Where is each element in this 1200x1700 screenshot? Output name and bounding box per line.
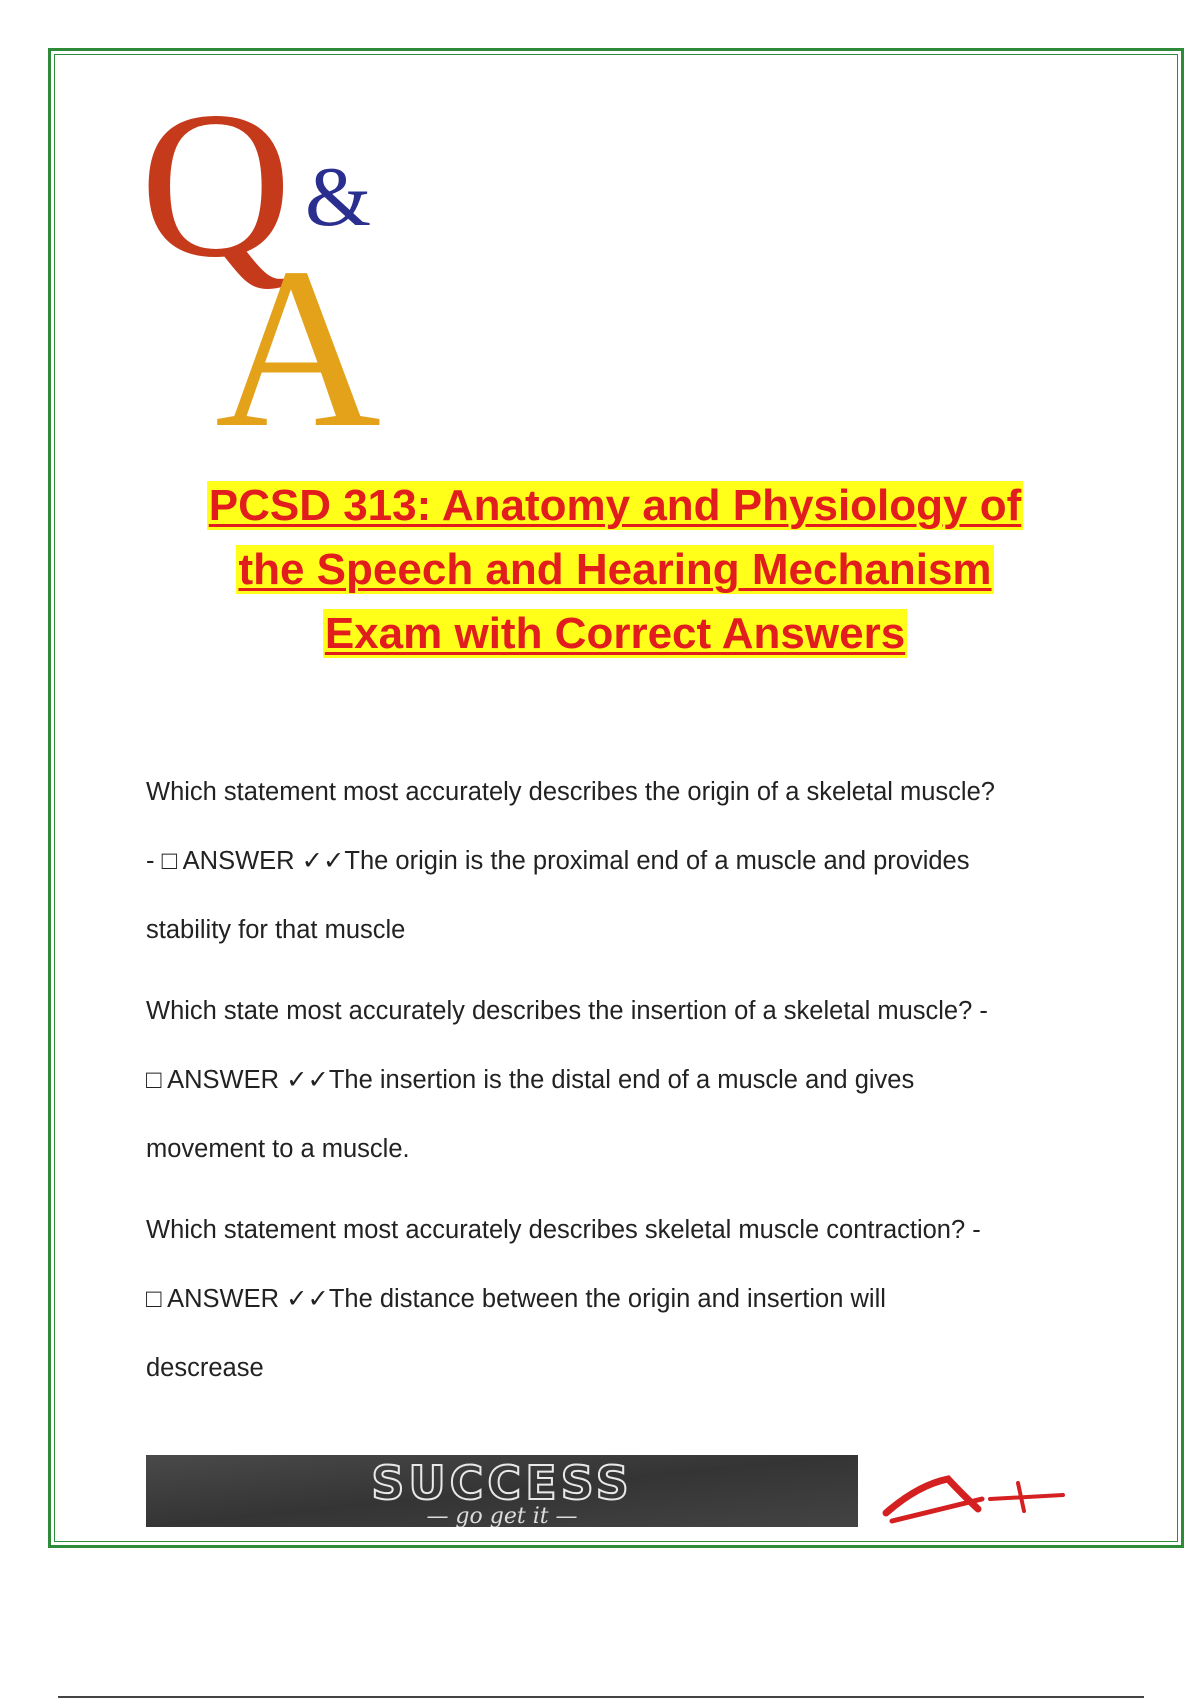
title-line-3: Exam with Correct Answers [324,609,906,658]
question-text: Which statement most accurately describes skeletal muscle contraction? - [146,1216,981,1244]
answer-text-continued: descrease [146,1354,264,1382]
banner-headline: SUCCESS [371,1456,633,1510]
question-item [146,1196,1106,1403]
success-banner [146,1455,858,1527]
banner-tagline: — go get it — [426,1504,578,1527]
logo-letter-a: A [215,220,382,470]
question-item [146,758,1106,965]
question-text: Which state most accurately describes the insertion of a skeletal muscle? - [146,997,988,1025]
answer-text: - □ ANSWER ✓✓The origin is the proximal end of a muscle and provides [146,847,970,875]
answer-text: □ ANSWER ✓✓The distance between the origin and insertion will [146,1285,886,1313]
title-line-1: PCSD 313: Anatomy and Physiology of [208,481,1022,530]
grade-label: A+ [878,1465,880,1466]
answer-text-continued: movement to a muscle. [146,1135,410,1163]
document-title [120,474,1110,666]
answer-text-continued: stability for that muscle [146,916,406,944]
answer-text: □ ANSWER ✓✓The insertion is the distal end of a muscle and gives [146,1066,915,1094]
title-line-2: the Speech and Hearing Mechanism [238,545,992,594]
question-item [146,977,1106,1184]
logo-ampersand: & [305,150,372,244]
qa-logo [140,70,460,470]
logo-letter-q: Q [140,70,292,301]
footer-divider [58,1696,1144,1698]
question-text: Which statement most accurately describes the origin of a skeletal muscle? [146,778,995,806]
question-list [146,758,1106,1415]
grade-a-plus [878,1465,1068,1535]
